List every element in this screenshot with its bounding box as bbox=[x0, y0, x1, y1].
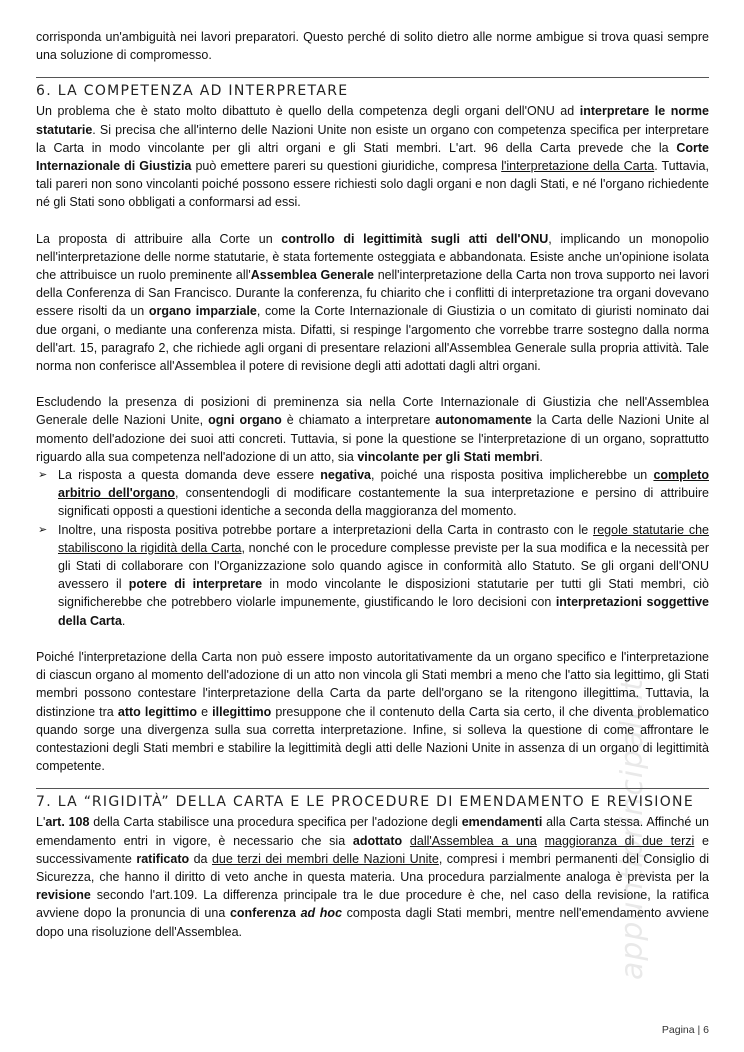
section-7-paragraph-1: L'art. 108 della Carta stabilisce una procedura specifica per l'adozione degli emendamenti alla Carta stessa. Affinché un emendamento entri in vigore, è necessario che sia adottato dall'Assemblea a una maggioranza di due terzi e successivamente ratificato da due terzi dei membri delle Nazioni Unite, compresi i membri permanenti del Consiglio di Sicurezza, che hanno il diritto di veto anche in questa materia. Una procedura parzialmente analoga è prevista per la revisione secondo l'art.109. La differenza principale tra le due procedure è che, nel caso della revisione, la ratifica avviene dopo la pronuncia di una conferenza ad hoc composta dagli Stati membri, mentre nell'emendamento avviene dopo una risoluzione dell'Assemblea. bbox=[36, 815, 709, 939]
arrow-bullet-icon: ➢ bbox=[38, 523, 48, 536]
bullet-item-1: ➢ La risposta a questa domanda deve essere negativa, poiché una risposta positiva implicherebbe un completo arbitrio dell'organo, consentendogli di modificare costantemente la sua interpretazione e persino di attribuire significati opposti a questioni identiche a seconda della maggioranza del momento. bbox=[38, 468, 709, 519]
bullet-list bbox=[36, 466, 709, 630]
section-6-paragraph-4: Poiché l'interpretazione della Carta non può essere imposto autoritativamente da un organo specifico e l'interpretazione di ciascun organo al momento dell'adozione di un atto non vincola gli Stati membri a meno che l'atto sia legittimo, gli Stati membri possono contestare l'interpretazione della Carta da parte dell'organo se la ritengono illegittima. Tuttavia, la distinzione tra atto legittimo e illegittimo presuppone che il contenuto della Carta sia certo, il che diventa problematico quando sorge una divergenza sulla sua corretta interpretazione. Infine, si solleva la questione di come affrontare le contestazioni degli Stati membri e stabilire la legittimità degli atti delle Nazioni Unite in assenza di un organo di legittimità competente. bbox=[36, 649, 709, 774]
section-6-paragraph-3: Escludendo la presenza di posizioni di preminenza sia nella Corte Internazionale di Giustizia che nell'Assemblea Generale delle Nazioni Unite, ogni organo è chiamato a interpretare autonomamente la Carta delle Nazioni Unite al momento dell'adozione dei suoi atti concreti. Tuttavia, si pone la questione se l'interpretazione di un organo, soprattutto riguardo alla sua competenza nell'adozione di un atto, sia vincolante per gli Stati membri. bbox=[36, 395, 709, 464]
section-7-heading: 7. LA “RIGIDITÀ” DELLA CARTA E LE PROCEDURE DI EMENDAMENTO E REVISIONE bbox=[36, 788, 709, 813]
intro-paragraph: corrisponda un'ambiguità nei lavori preparatori. Questo perché di solito dietro alle norme ambigue si trova quasi sempre una soluzione di compromesso. bbox=[36, 30, 709, 63]
document-page bbox=[36, 28, 709, 941]
page-number: Pagina | 6 bbox=[661, 1024, 709, 1036]
section-6-heading: 6. LA COMPETENZA AD INTERPRETARE bbox=[36, 77, 709, 102]
arrow-bullet-icon: ➢ bbox=[38, 469, 48, 482]
bullet-item-2: ➢ Inoltre, una risposta positiva potrebbe portare a interpretazioni della Carta in contrasto con le regole statutarie che stabiliscono la rigidità della Carta, nonché con le procedure complesse previste per la sua modifica e la necessità per gli Stati di collaborare con l'Organizzazione solo quando agisce in conformità allo Statuto. Se gli organi dell'ONU avessero il potere di interpretare in modo vincolante le disposizioni statutarie per tutti gli Stati membri, ciò significherebbe che potrebbero violarle impunemente, giustificando le loro decisioni con interpretazioni soggettive della Carta. bbox=[38, 522, 710, 628]
section-6-paragraph-2: La proposta di attribuire alla Corte un controllo di legittimità sugli atti dell'ONU, implicando un monopolio nell'interpretazione delle norme statutarie, è stata fortemente osteggiata e abbandonata. Esiste anche un'opinione isolata che attribuisce un ruolo preminente all'Assemblea Generale nell'interpretazione della Carta non trova supporto nei lavori della Conferenza di San Francisco. Durante la conferenza, fu chiarito che i conflitti di interpretazione tra organi dovevano essere risolti da un organo imparziale, come la Corte Internazionale di Giustizia o un comitato di giuristi nominato dai due organi, o mediante una conferenza mista. Difatti, si respinge l'argomento che vorrebbe trarre sostegno dalla norma dell'art. 15, paragrafo 2, che richiede agli organi di presentare relazioni all'Assemblea Generale sulla propria attività. Tale norma non conferisce all'Assemblea il potere di revisione degli atti adottati dagli altri organi. bbox=[36, 231, 709, 374]
section-6-paragraph-1: Un problema che è stato molto dibattuto è quello della competenza degli organi dell'ONU ad interpretare le norme statutarie. Si precisa che all'interno delle Nazioni Unite non esiste un organo con competenza specifica per interpretare la Carta in modo vincolante per gli altri organi e gli Stati membri. L'art. 96 della Carta prevede che la Corte Internazionale di Giustizia può emettere pareri su questioni giuridiche, compresa l'interpretazione della Carta. Tuttavia, tali pareri non sono vincolanti poiché possono essere richiesti solo dagli organi e non dagli Stati, e né l'organo richiedente né gli Stati sono obbligati a conformarsi ad essi. bbox=[36, 104, 709, 210]
watermark-text: appuntiprincipali.it bbox=[615, 678, 650, 980]
